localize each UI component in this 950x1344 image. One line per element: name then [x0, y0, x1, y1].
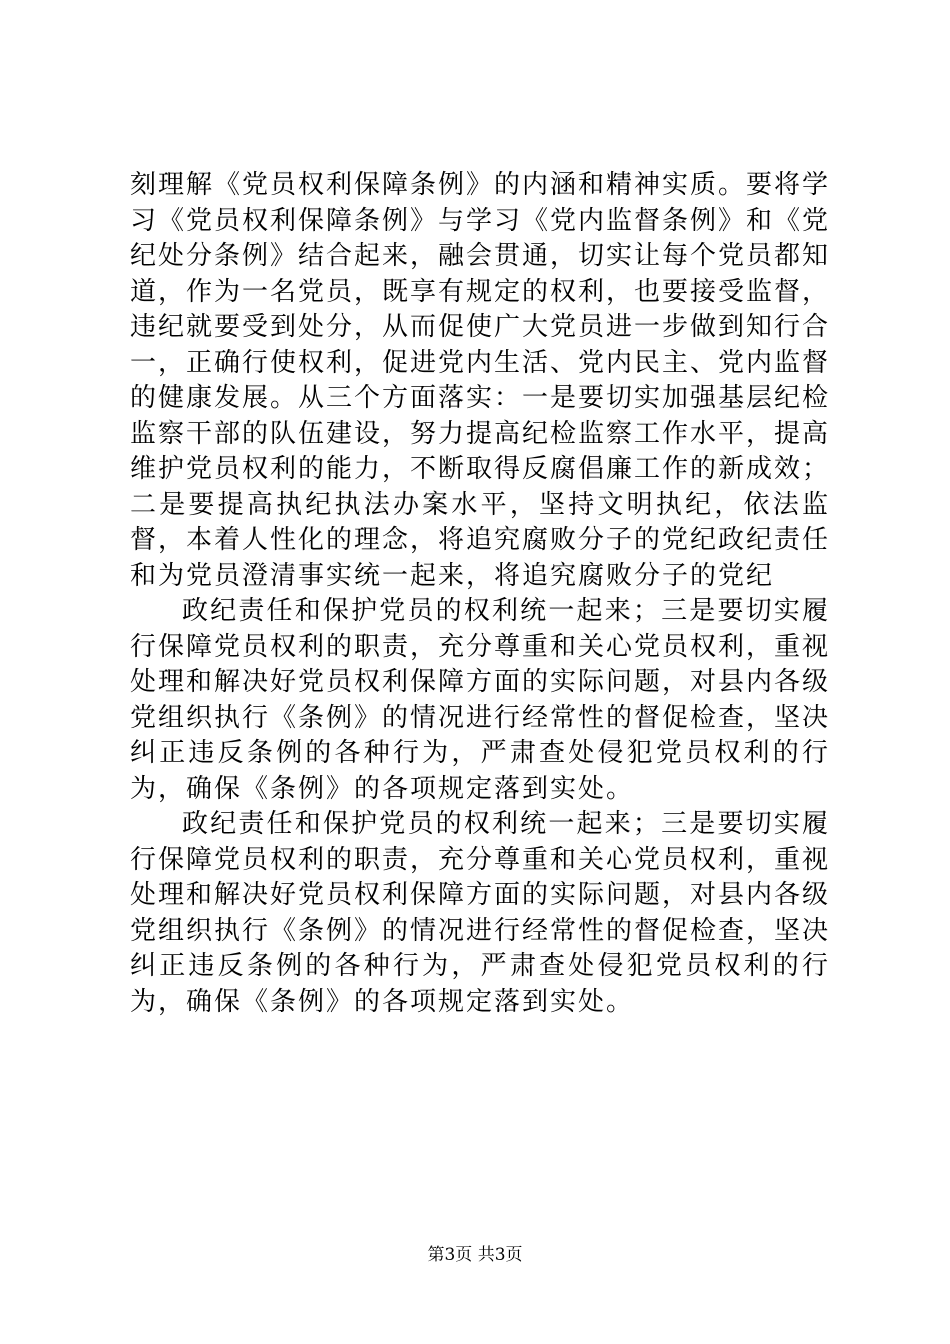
- paragraph-1: 刻理解《党员权利保障条例》的内涵和精神实质。要将学习《党员权利保障条例》与学习《党内监督条例》和《党纪处分条例》结合起来，融会贯通，切实让每个党员都知道，作为一名党员，既享有规定的权利，也要接受监督，违纪就要受到处分，从而促使广大党员进一步做到知行合一，正确行使权利，促进党内生活、党内民主、党内监督的健康发展。从三个方面落实：一是要切实加强基层纪检监察干部的队伍建设，努力提高纪检监察工作水平，提高维护党员权利的能力，不断取得反腐倡廉工作的新成效；二是要提高执纪执法办案水平，坚持文明执纪，依法监督，本着人性化的理念，将追究腐败分子的党纪政纪责任和为党员澄清事实统一起来，将追究腐败分子的党纪: [130, 170, 831, 591]
- page-number-label: 第3页 共3页: [427, 1245, 523, 1265]
- paragraph-2: 政纪责任和保护党员的权利统一起来；三是要切实履行保障党员权利的职责，充分尊重和关心党员权利，重视处理和解决好党员权利保障方面的实际问题，对县内各级党组织执行《条例》的情况进行经常性的督促检查，坚决纠正违反条例的各种行为，严肃查处侵犯党员权利的行为，确保《条例》的各项规定落到实处。: [130, 596, 831, 804]
- document-body: [130, 168, 830, 1020]
- page-footer: [0, 1244, 950, 1266]
- paragraph-3: 政纪责任和保护党员的权利统一起来；三是要切实履行保障党员权利的职责，充分尊重和关心党员权利，重视处理和解决好党员权利保障方面的实际问题，对县内各级党组织执行《条例》的情况进行经常性的督促检查，坚决纠正违反条例的各种行为，严肃查处侵犯党员权利的行为，确保《条例》的各项规定落到实处。: [130, 809, 831, 1017]
